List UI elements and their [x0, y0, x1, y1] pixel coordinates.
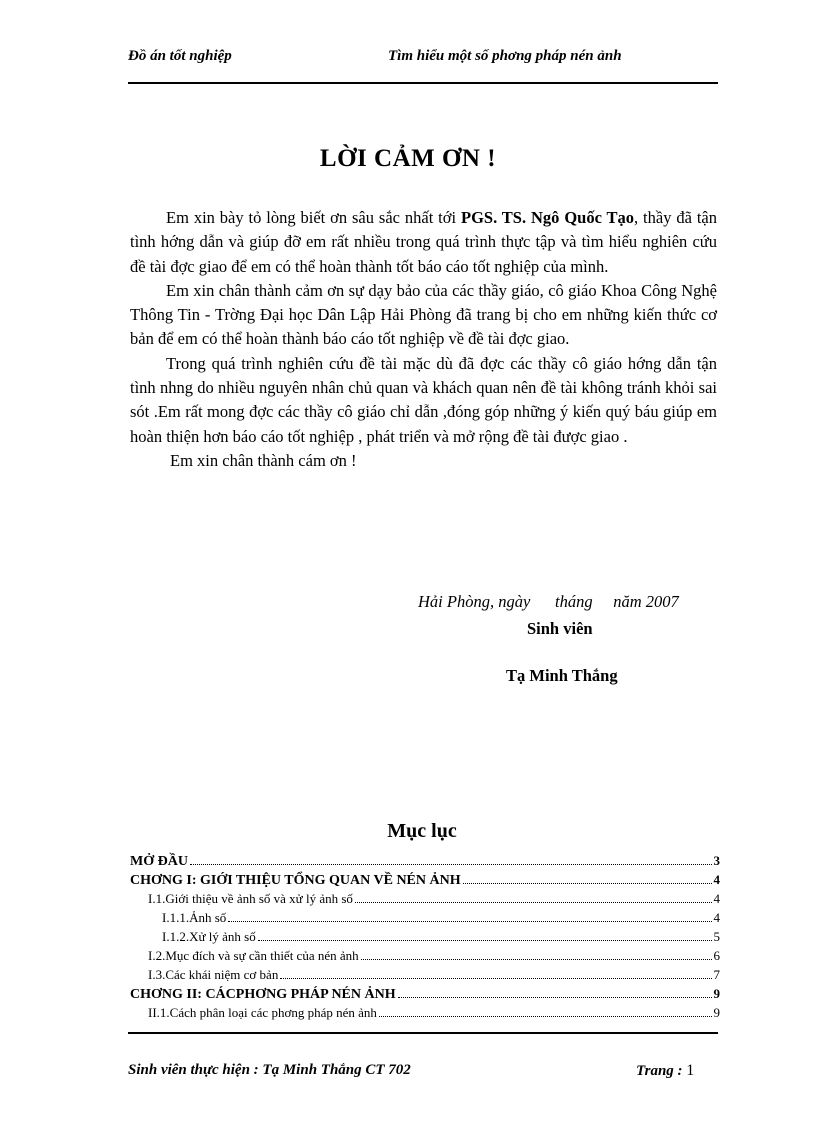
- toc-entry-page: 4: [713, 891, 720, 906]
- paragraph-4: [130, 449, 717, 473]
- toc-entry[interactable]: [130, 984, 720, 1003]
- toc-entry[interactable]: [130, 851, 720, 870]
- toc-entry-page: 4: [713, 872, 720, 887]
- toc-leader-dots: [228, 921, 711, 922]
- page-title: LỜI CẢM ƠN !: [319, 145, 497, 172]
- advisor-name: PGS. TS. Ngô Quốc Tạo: [460, 208, 635, 227]
- toc-leader-dots: [379, 1016, 712, 1017]
- header-right-text: Tìm hiểu một số phơng pháp nén ảnh: [388, 48, 622, 64]
- toc-leader-dots: [280, 978, 711, 979]
- paragraph-2-text: Em xin chân thành cảm ơn sự dạy bảo của các thầy giáo, cô giáo Khoa Công Nghệ Thông Tin - Trờng Đại học Dân Lập Hải Phòng đã trang bị cho em những kiến thức cơ bản để em có thể hoàn thành báo cáo tốt nghiệp về đề tài đợc giao.: [130, 280, 717, 349]
- paragraph-3-text: Trong quá trình nghiên cứu đề tài mặc dù đã đợc các thầy cô giáo hớng dẫn tận tình nhng do nhiều nguyên nhân chủ quan và khách quan nên đề tài không tránh khỏi sai sót .Em rất mong đợc các thầy cô giáo chỉ dẫn ,đóng góp những ý kiến quý báu giúp em hoàn thiện hơn báo cáo tốt nghiệp , phát triển và mở rộng đề tài được giao .: [130, 353, 717, 446]
- toc-leader-dots: [355, 902, 712, 903]
- toc-entry-label: I.1.Giới thiệu về ảnh số và xử lý ảnh số: [148, 891, 353, 906]
- toc-entry-label: I.3.Các khái niệm cơ bản: [148, 967, 279, 982]
- toc-entry-page: 7: [713, 967, 720, 982]
- toc-leader-dots: [258, 940, 712, 941]
- toc-entry[interactable]: [130, 1003, 720, 1022]
- paragraph-1-text: Em xin bày tỏ lòng biết ơn sâu sắc nhất tới: [166, 208, 461, 227]
- footer-rule: [128, 1032, 718, 1034]
- toc-entry-label: I.1.1.Ảnh số: [162, 910, 227, 925]
- paragraph-4-text: Em xin chân thành cám ơn !: [170, 450, 357, 470]
- signature-role: Sinh viên: [527, 619, 593, 638]
- acknowledgement-body: [130, 206, 717, 473]
- footer-page-number: 1: [686, 1062, 695, 1079]
- toc-entry-label: I.2.Mục đích và sự cần thiết của nén ảnh: [148, 948, 359, 963]
- toc-entry-label: CHƠNG I: GIỚI THIỆU TỔNG QUAN VỀ NÉN ẢNH: [130, 873, 461, 888]
- toc-entry-page: 9: [713, 986, 720, 1001]
- toc-entry[interactable]: [130, 908, 720, 927]
- toc-entry-label: MỞ ĐẦU: [130, 854, 188, 869]
- toc-entry[interactable]: [130, 946, 720, 965]
- toc-leader-dots: [398, 997, 712, 998]
- toc-entry[interactable]: [130, 927, 720, 946]
- toc-entry-label: II.1.Cách phân loại các phơng pháp nén ảnh: [148, 1005, 377, 1020]
- table-of-contents: [130, 851, 720, 1022]
- paragraph-3: [130, 352, 717, 449]
- toc-entry-label: I.1.2.Xử lý ảnh số: [162, 929, 256, 944]
- toc-title: Mục lục: [387, 820, 457, 842]
- toc-entry[interactable]: [130, 870, 720, 889]
- paragraph-1-text-continued: , thầy đã tận tình hớng dẫn và giúp đỡ em rất nhiều trong quá trình thực tập và tìm hiểu nghiên cứu đề tài đợc giao để em có thể hoàn thành tốt báo cáo tốt nghiệp của mình.: [130, 208, 717, 276]
- toc-leader-dots: [190, 864, 712, 865]
- paragraph-2: [130, 279, 717, 352]
- paragraph-1: [130, 206, 717, 279]
- toc-leader-dots: [361, 959, 712, 960]
- toc-leader-dots: [463, 883, 712, 884]
- toc-entry[interactable]: [130, 965, 720, 984]
- header-rule: [128, 82, 718, 84]
- toc-entry-page: 9: [713, 1005, 720, 1020]
- toc-entry-page: 5: [713, 929, 720, 944]
- footer-page-label: Trang :: [636, 1063, 683, 1079]
- toc-entry-page: 3: [713, 853, 720, 868]
- toc-entry-label: CHƠNG II: CÁCPHƠNG PHÁP NÉN ẢNH: [130, 987, 396, 1002]
- signature-place-date: Hải Phòng, ngày tháng năm 2007: [418, 592, 679, 611]
- header-left-text: Đồ án tốt nghiệp: [128, 48, 232, 64]
- toc-entry-page: 4: [713, 910, 720, 925]
- footer-left-text: Sinh viên thực hiện : Tạ Minh Thắng CT 702: [128, 1062, 411, 1078]
- toc-entry[interactable]: [130, 889, 720, 908]
- toc-entry-page: 6: [713, 948, 720, 963]
- signature-name: Tạ Minh Thắng: [506, 666, 618, 685]
- footer-page-indicator: [636, 1062, 694, 1080]
